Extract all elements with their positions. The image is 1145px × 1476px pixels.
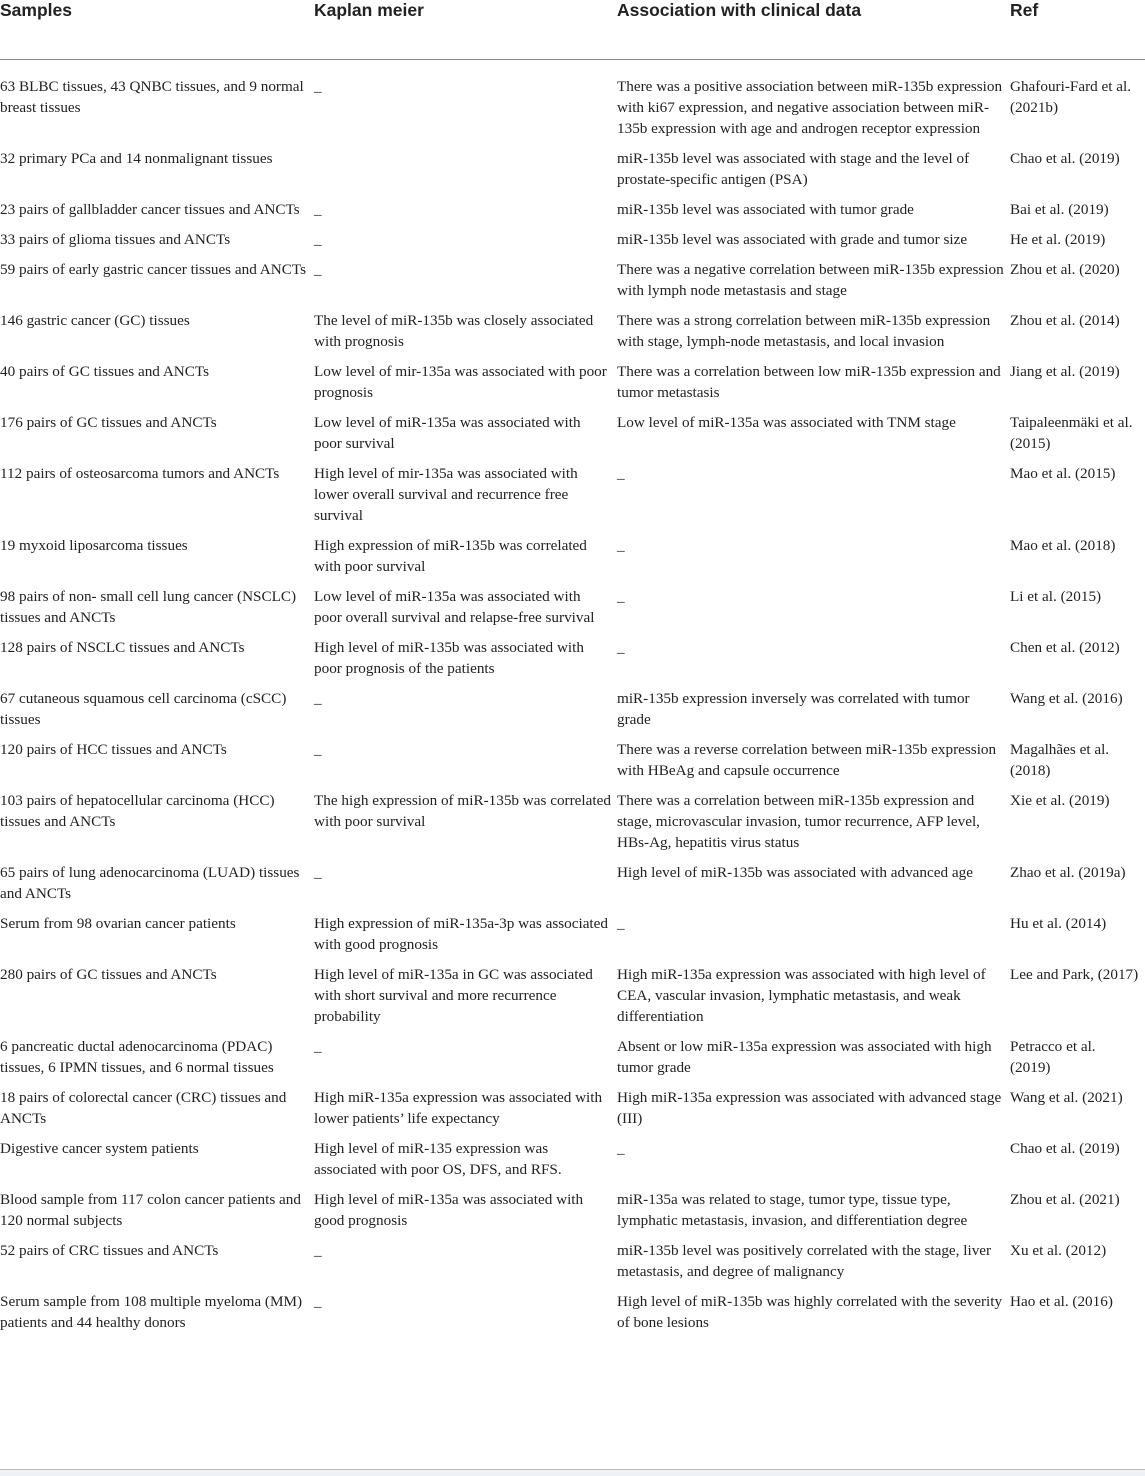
cell-samples: 280 pairs of GC tissues and ANCTs (0, 966, 217, 983)
cell-kaplan-meier (314, 148, 617, 199)
table-row (0, 1087, 1145, 1138)
cell-ref: Wang et al. (2016) (1010, 690, 1123, 707)
cell-kaplan-meier: High expression of miR-135a-3p was associated with good prognosis (314, 915, 608, 953)
cell-samples: 63 BLBC tissues, 43 QNBC tissues, and 9 normal breast tissues (0, 78, 304, 116)
cell-samples: 128 pairs of NSCLC tissues and ANCTs (0, 639, 245, 656)
cell-association: There was a negative correlation between miR-135b expression with lymph node metastasis and stage (617, 261, 1004, 299)
cell-association: High level of miR-135b was associated with advanced age (617, 864, 973, 881)
cell-kaplan-meier: Low level of miR-135a was associated with poor survival (314, 414, 581, 452)
cell-ref: Xu et al. (2012) (1010, 1242, 1107, 1259)
cell-kaplan-meier: High expression of miR-135b was correlated with poor survival (314, 537, 587, 575)
cell-association: _ (617, 1140, 625, 1157)
cell-kaplan-meier: High level of miR-135a was associated with good prognosis (314, 1191, 584, 1229)
cell-association: There was a correlation between miR-135b expression and stage, microvascular invasion, tumor recurrence, AFP level, HBs-Ag, hepatitis virus status (617, 792, 980, 851)
table-row (0, 1291, 1145, 1342)
cell-samples: 6 pancreatic ductal adenocarcinoma (PDAC) tissues, 6 IPMN tissues, and 6 normal tissues (0, 1038, 274, 1076)
cell-ref: Chao et al. (2019) (1010, 1140, 1120, 1157)
cell-association: High miR-135a expression was associated with advanced stage (III) (617, 1089, 1002, 1127)
table-row (0, 361, 1145, 412)
table-row (0, 1138, 1145, 1189)
cell-association: Low level of miR-135a was associated with TNM stage (617, 414, 956, 431)
cell-samples: Serum from 98 ovarian cancer patients (0, 915, 236, 932)
header-ref: Ref (1010, 0, 1145, 60)
cell-association: High level of miR-135b was highly correlated with the severity of bone lesions (617, 1293, 1003, 1331)
cell-association: miR-135b expression inversely was correlated with tumor grade (617, 690, 970, 728)
cell-association: miR-135b level was associated with tumor grade (617, 201, 914, 218)
cell-association: _ (617, 537, 625, 554)
cell-samples: 146 gastric cancer (GC) tissues (0, 312, 190, 329)
table-row (0, 535, 1145, 586)
cell-kaplan-meier: Low level of mir-135a was associated with poor prognosis (314, 363, 607, 401)
bottom-band (0, 1470, 1145, 1476)
table-row (0, 637, 1145, 688)
cell-kaplan-meier: _ (314, 231, 322, 248)
cell-ref: Hao et al. (2016) (1010, 1293, 1113, 1310)
table-row (0, 412, 1145, 463)
cell-association: There was a correlation between low miR-135b expression and tumor metastasis (617, 363, 1001, 401)
cell-samples: 59 pairs of early gastric cancer tissues and ANCTs (0, 261, 306, 278)
cell-ref: Mao et al. (2018) (1010, 537, 1116, 554)
cell-association: miR-135b level was associated with grade and tumor size (617, 231, 968, 248)
cell-kaplan-meier: High level of miR-135b was associated with poor prognosis of the patients (314, 639, 584, 677)
table-row (0, 310, 1145, 361)
cell-samples: 33 pairs of glioma tissues and ANCTs (0, 231, 231, 248)
cell-samples: 67 cutaneous squamous cell carcinoma (cSCC) tissues (0, 690, 287, 728)
cell-kaplan-meier: Low level of miR-135a was associated with poor overall survival and relapse-free survival (314, 588, 595, 626)
cell-association: High miR-135a expression was associated with high level of CEA, vascular invasion, lymphatic metastasis, and weak differentiation (617, 966, 986, 1025)
header-association: Association with clinical data (617, 0, 1010, 60)
header-row (0, 0, 1145, 60)
cell-ref: Ghafouri-Fard et al. (2021b) (1010, 78, 1132, 116)
cell-kaplan-meier: High miR-135a expression was associated with lower patients’ life expectancy (314, 1089, 603, 1127)
cell-ref: Zhou et al. (2020) (1010, 261, 1120, 278)
table-header (0, 0, 1145, 60)
cell-samples: Digestive cancer system patients (0, 1140, 199, 1157)
table-row (0, 913, 1145, 964)
cell-samples: 32 primary PCa and 14 nonmalignant tissues (0, 150, 273, 167)
cell-association: miR-135b level was associated with stage and the level of prostate-specific antigen (PSA) (617, 150, 970, 188)
cell-kaplan-meier: The level of miR-135b was closely associated with prognosis (314, 312, 594, 350)
cell-ref: Mao et al. (2015) (1010, 465, 1116, 482)
cell-samples: 23 pairs of gallbladder cancer tissues and ANCTs (0, 201, 300, 218)
cell-ref: Zhou et al. (2021) (1010, 1191, 1120, 1208)
cell-ref: Zhou et al. (2014) (1010, 312, 1120, 329)
cell-kaplan-meier: _ (314, 78, 322, 95)
cell-kaplan-meier: The high expression of miR-135b was correlated with poor survival (314, 792, 611, 830)
cell-association: _ (617, 465, 625, 482)
cell-ref: Hu et al. (2014) (1010, 915, 1107, 932)
cell-kaplan-meier: High level of miR-135 expression was associated with poor OS, DFS, and RFS. (314, 1140, 562, 1178)
cell-samples: 112 pairs of osteosarcoma tumors and ANCTs (0, 465, 280, 482)
header-kaplan-meier: Kaplan meier (314, 0, 617, 60)
table-row (0, 586, 1145, 637)
table-row (0, 688, 1145, 739)
cell-association: There was a reverse correlation between miR-135b expression with HBeAg and capsule occurrence (617, 741, 997, 779)
cell-association: _ (617, 588, 625, 605)
table-row (0, 148, 1145, 199)
cell-ref: Taipaleenmäki et al. (2015) (1010, 414, 1133, 452)
table-row (0, 790, 1145, 862)
cell-association: _ (617, 639, 625, 656)
table-row (0, 964, 1145, 1036)
cell-ref: He et al. (2019) (1010, 231, 1106, 248)
header-samples: Samples (0, 0, 314, 60)
cell-kaplan-meier: _ (314, 690, 322, 707)
cell-kaplan-meier: _ (314, 1293, 322, 1310)
cell-kaplan-meier: _ (314, 1038, 322, 1055)
table-row (0, 60, 1145, 149)
cell-ref: Magalhães et al. (2018) (1010, 741, 1110, 779)
cell-ref: Wang et al. (2021) (1010, 1089, 1123, 1106)
cell-ref: Lee and Park, (2017) (1010, 966, 1139, 983)
cell-samples: Serum sample from 108 multiple myeloma (MM) patients and 44 healthy donors (0, 1293, 303, 1331)
table-row (0, 739, 1145, 790)
cell-samples: 19 myxoid liposarcoma tissues (0, 537, 188, 554)
table-row (0, 229, 1145, 259)
cell-ref: Bai et al. (2019) (1010, 201, 1109, 218)
cell-ref: Li et al. (2015) (1010, 588, 1102, 605)
table-row (0, 1036, 1145, 1087)
cell-ref: Xie et al. (2019) (1010, 792, 1110, 809)
table-row (0, 199, 1145, 229)
cell-association: miR-135b level was positively correlated with the stage, liver metastasis, and degree of malignancy (617, 1242, 992, 1280)
cell-ref: Chao et al. (2019) (1010, 150, 1120, 167)
cell-ref: Petracco et al. (2019) (1010, 1038, 1096, 1076)
table-row (0, 259, 1145, 310)
table-row (0, 463, 1145, 535)
cell-samples: 98 pairs of non- small cell lung cancer (NSCLC) tissues and ANCTs (0, 588, 297, 626)
cell-samples: 176 pairs of GC tissues and ANCTs (0, 414, 217, 431)
cell-samples: 18 pairs of colorectal cancer (CRC) tissues and ANCTs (0, 1089, 287, 1127)
table-row (0, 862, 1145, 913)
cell-samples: 120 pairs of HCC tissues and ANCTs (0, 741, 227, 758)
cell-ref: Zhao et al. (2019a) (1010, 864, 1126, 881)
cell-kaplan-meier: _ (314, 261, 322, 278)
cell-kaplan-meier: High level of mir-135a was associated with lower overall survival and recurrence free survival (314, 465, 578, 524)
cell-samples: 52 pairs of CRC tissues and ANCTs (0, 1242, 219, 1259)
cell-association: There was a strong correlation between miR-135b expression with stage, lymph-node metastasis, and local invasion (617, 312, 991, 350)
cell-association: miR-135a was related to stage, tumor type, tissue type, lymphatic metastasis, invasion, and differentiation degree (617, 1191, 968, 1229)
cell-association: Absent or low miR-135a expression was associated with high tumor grade (617, 1038, 992, 1076)
cell-samples: 103 pairs of hepatocellular carcinoma (HCC) tissues and ANCTs (0, 792, 275, 830)
cell-kaplan-meier: _ (314, 864, 322, 881)
cell-samples: Blood sample from 117 colon cancer patients and 120 normal subjects (0, 1191, 301, 1229)
cell-samples: 65 pairs of lung adenocarcinoma (LUAD) tissues and ANCTs (0, 864, 300, 902)
table-body (0, 60, 1145, 1343)
cell-samples: 40 pairs of GC tissues and ANCTs (0, 363, 210, 380)
cell-ref: Chen et al. (2012) (1010, 639, 1120, 656)
cell-ref: Jiang et al. (2019) (1010, 363, 1120, 380)
cell-kaplan-meier: _ (314, 1242, 322, 1259)
table-row (0, 1240, 1145, 1291)
table-row (0, 1189, 1145, 1240)
cell-kaplan-meier: _ (314, 741, 322, 758)
cell-association: _ (617, 915, 625, 932)
cell-kaplan-meier: _ (314, 201, 322, 218)
cell-kaplan-meier: High level of miR-135a in GC was associated with short survival and more recurrence probability (314, 966, 593, 1025)
cell-association: There was a positive association between miR-135b expression with ki67 expression, and negative association between miR-135b expression with age and androgen receptor expression (617, 78, 1003, 137)
